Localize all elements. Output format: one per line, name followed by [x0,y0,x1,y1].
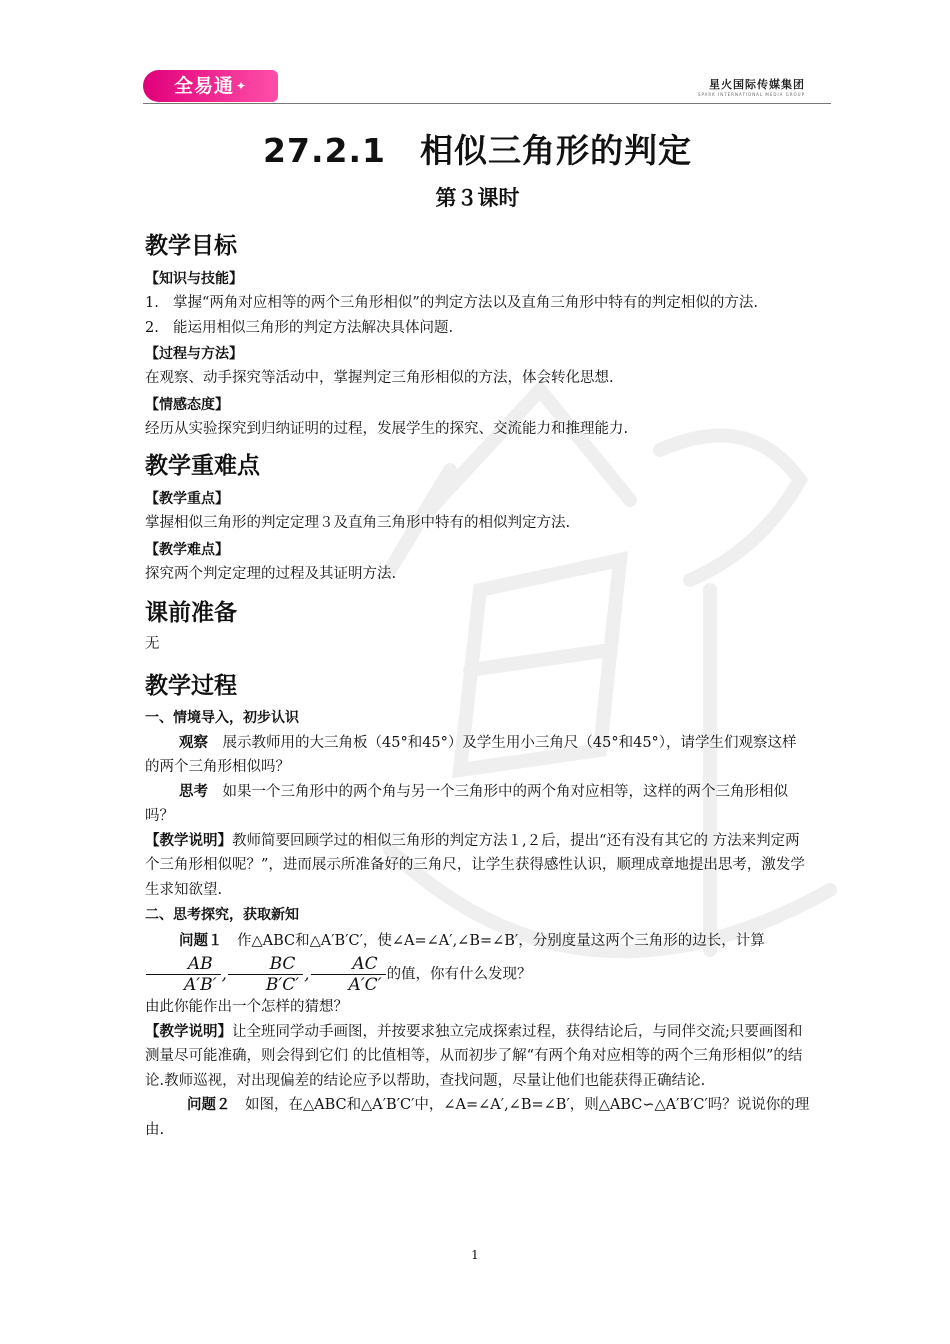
difficulty-label: 【教学难点】 [145,541,229,558]
note1-paragraph [145,829,810,903]
focus-text: 掌握相似三角形的判定定理３及直角三角形中特有的相似判定方法. [145,515,571,531]
list-item [145,316,810,341]
page-title: 27.2.1 相似三角形的判定 [263,131,692,170]
section-heading-key-points: 教学重难点 [145,453,260,479]
fraction-denominator: B′C′ [228,974,303,995]
list-number: 2. [145,319,159,336]
attitude-label: 【情感态度】 [145,396,229,413]
section-heading-process: 教学过程 [145,672,237,699]
list-text: 能运用相似三角形的判定方法解决具体问题. [173,319,454,336]
note2-paragraph [145,1020,810,1094]
think-text: 如果一个三角形中的两个角与另一个三角形中的两个角对应相等，这样的两个三角形相似吗？ [145,783,788,824]
publisher-name-cn: 星火国际传媒集团 [709,78,805,91]
question1-text-tail: 的值，你有什么发现？ [386,966,532,983]
process-method-text: 在观察、动手探究等活动中，掌握判定三角形相似的方法，体会转化思想. [145,370,614,386]
page-subtitle: 第３课时 [435,186,520,210]
brand-logo: 全易通 ✦ [143,70,278,102]
question2-paragraph [145,1093,810,1142]
fraction-numerator: BC [269,954,296,974]
fraction-numerator: AB [187,954,213,974]
observe-paragraph [145,731,810,780]
question1-text: 作△ABC和△A′B′C′，使∠A=∠A′,∠B=∠B′，分别度量这两个三角形的边长，计算 [237,933,765,949]
focus-label: 【教学重点】 [145,491,229,507]
think-label: 思考 [179,783,208,800]
think-paragraph [145,780,810,829]
part1-title: 一、情境导入，初步认识 [145,709,299,726]
note-text: 让全班同学动手画图，并按要求独立完成探索过程，获得结论后，与同伴交流;只要画图和测量尽可能准确，则会得到它们 的比值相等，从而初步了解“有两个角对应相等的两个三角形相似”的结论.教师巡视，对出现偏差的结论应予以帮助，查找问题，尽量让他们也能获得正确结论. [145,1023,803,1089]
list-text: 掌握“两角对应相等的两个三角形相似”的判定方法以及直角三角形中特有的判定相似的方法. [173,295,758,311]
sparkle-icon: ✦ [235,79,248,93]
section-heading-goals: 教学目标 [145,233,237,259]
list-number: 1. [145,295,159,311]
attitude-text: 经历从实验探究到归纳证明的过程，发展学生的探究、交流能力和推理能力. [145,420,629,437]
section-heading-preparation: 课前准备 [145,600,237,626]
fraction-numerator: AC [352,954,378,974]
preparation-text: 无 [145,636,160,652]
ratio-fraction [146,954,221,995]
header-divider [143,103,831,104]
part2-title: 二、思考探究，获取新知 [145,907,299,923]
observe-label: 观察 [179,734,208,751]
question1-paragraph [145,928,810,995]
process-method-label: 【过程与方法】 [145,346,243,362]
fraction-denominator: A′C′ [311,974,386,995]
difficulty-text: 探究两个判定定理的过程及其证明方法. [145,565,397,582]
question2-text: 如图，在△ABC和△A′B′C′中，∠A=∠A′,∠B=∠B′，则△ABC∽△A′B′C′吗？说说你的理由. [145,1097,810,1138]
question1-label: 问题１ [179,933,223,949]
page-number: 1 [471,1248,479,1262]
list-item [145,291,810,316]
document-body [145,128,810,1142]
ratio-fraction [311,954,386,995]
ratio-fraction [228,954,303,995]
note-text: 教师简要回顾学过的相似三角形的判定方法１,２后，提出“还有没有其它的 方法来判定两个三角形相似呢？”，进而展示所准备好的三角尺，让学生获得感性认识，顺理成章地提出思考，激发学生求知欲望. [145,832,805,898]
conjecture-text: 由此你能作出一个怎样的猜想？ [145,999,348,1015]
note-label: 【教学说明】 [145,832,232,849]
publisher-brand [698,76,805,97]
publisher-name-en: SPARK INTERNATIONAL MEDIA GROUP [697,92,805,97]
note-label: 【教学说明】 [145,1023,232,1040]
observe-text: 展示教师用的大三角板（45°和45°）及学生用小三角尺（45°和45°），请学生们观察这样的两个三角形相似吗？ [145,734,797,775]
question2-label: 问题２ [187,1097,231,1113]
knowledge-label: 【知识与技能】 [145,271,243,287]
separator: , [304,964,310,985]
fraction-denominator: A′B′ [146,974,221,995]
separator: , [221,964,227,985]
